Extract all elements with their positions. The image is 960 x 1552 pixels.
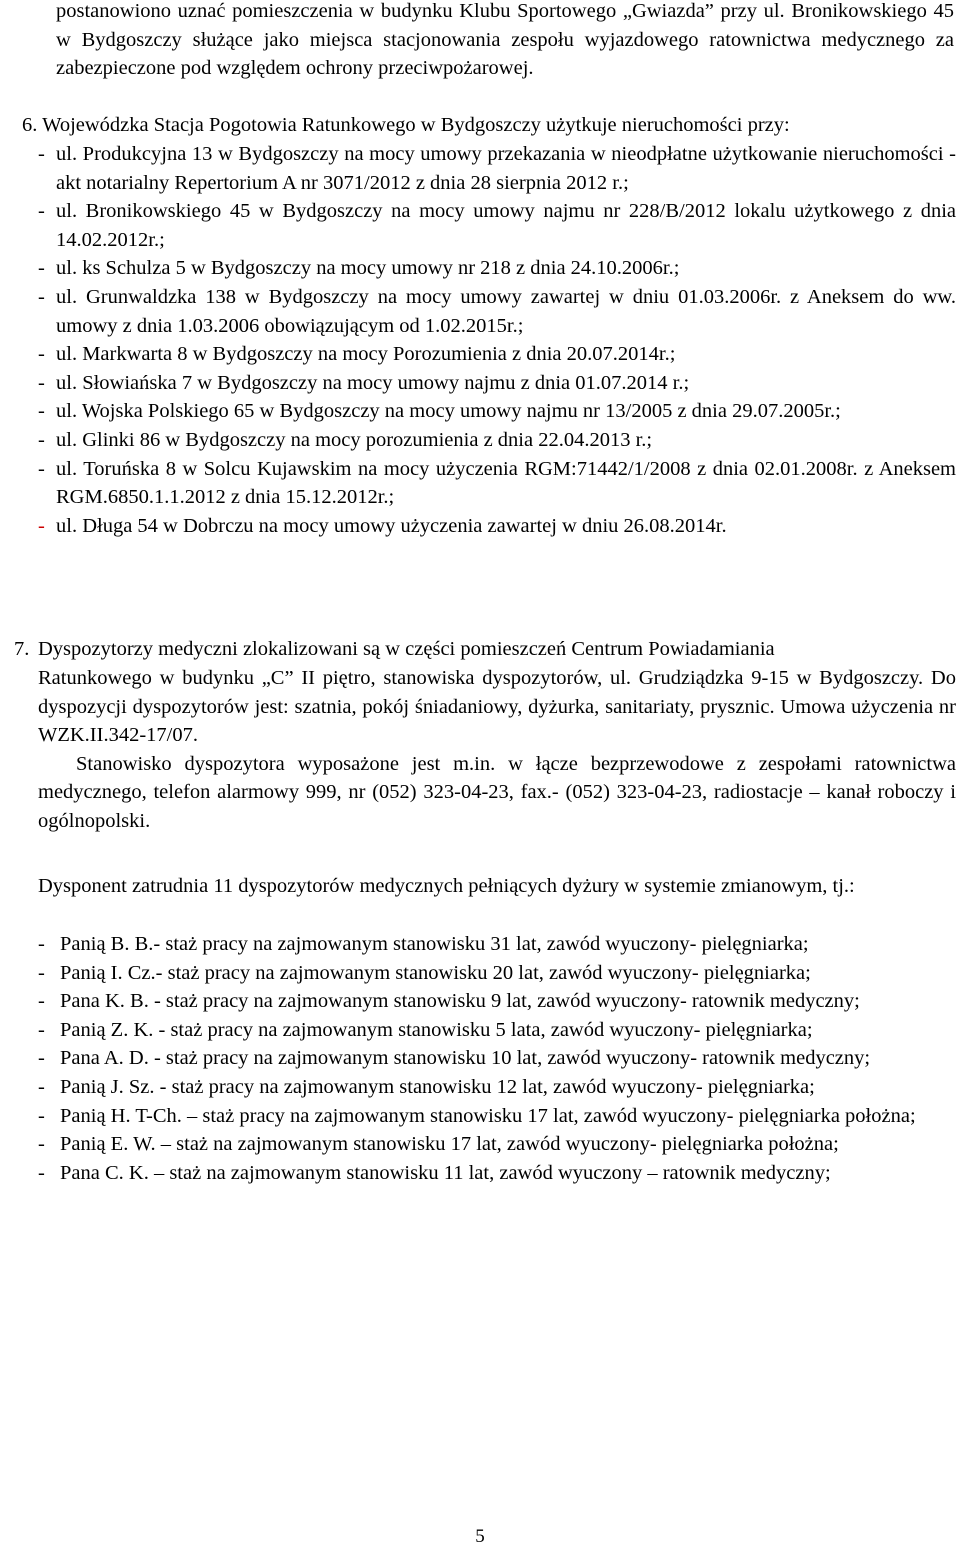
list-item bbox=[38, 197, 956, 254]
list-item-text: ul. Markwarta 8 w Bydgoszczy na mocy Porozumienia z dnia 20.07.2014r.; bbox=[56, 343, 676, 366]
list-dash: - bbox=[38, 1133, 45, 1156]
list-dash: - bbox=[38, 285, 45, 308]
list-dash: - bbox=[38, 990, 45, 1013]
list-item bbox=[38, 455, 956, 512]
list-item bbox=[38, 1073, 956, 1102]
list-dash: - bbox=[38, 457, 45, 480]
staff-text: Panią E. W. – staż na zajmowanym stanowisku 17 lat, zawód wyuczony- pielęgniarka położna; bbox=[60, 1133, 839, 1156]
list-dash: - bbox=[38, 1018, 45, 1041]
list-dash: - bbox=[38, 371, 45, 394]
staff-text: Panią H. T-Ch. – staż pracy na zajmowanym stanowisku 17 lat, zawód wyuczony- pielęgniarka położna; bbox=[60, 1104, 916, 1127]
list-item bbox=[38, 1044, 956, 1073]
list-item bbox=[38, 1130, 956, 1159]
list-dash: - bbox=[38, 257, 45, 280]
staff-text: Pana C. K. – staż na zajmowanym stanowisku 11 lat, zawód wyuczony – ratownik medyczny; bbox=[60, 1161, 831, 1184]
list-item-text: ul. Bronikowskiego 45 w Bydgoszczy na mocy umowy najmu nr 228/B/2012 lokalu użytkowego z dnia 14.02.2012r.; bbox=[56, 200, 956, 251]
list-dash: - bbox=[38, 961, 45, 984]
list-item-text: ul. Długa 54 w Dobrczu na mocy umowy użyczenia zawartej w dniu 26.08.2014r. bbox=[56, 514, 727, 537]
list-item-text: ul. ks Schulza 5 w Bydgoszczy na mocy umowy nr 218 z dnia 24.10.2006r.; bbox=[56, 257, 680, 280]
list-dash: - bbox=[38, 1161, 45, 1184]
section-7-first-line-text: Dyspozytorzy medyczni zlokalizowani są w części pomieszczeń Centrum Powiadamiania bbox=[38, 638, 775, 660]
list-item-text: ul. Glinki 86 w Bydgoszczy na mocy porozumienia z dnia 22.04.2013 r.; bbox=[56, 428, 653, 451]
staff-text: Panią I. Cz.- staż pracy na zajmowanym stanowisku 20 lat, zawód wyuczony- pielęgniarka; bbox=[60, 961, 811, 984]
dispatcher-paragraph: Dysponent zatrudnia 11 dyspozytorów medycznych pełniących dyżury w systemie zmianowym, tj.: bbox=[38, 875, 855, 897]
section-7-location: Ratunkowego w budynku „C” II piętro, stanowiska dyspozytorów, ul. Grudziądzka 9-15 w Bydgoszczy. Do dyspozycji dyspozytorów jest: szatnia, pokój śniadaniowy, dyżurka, sanitariaty, prysznic. Umowa użyczenia nr WZK.II.342-17/07. bbox=[38, 667, 956, 747]
list-item-text: ul. Grunwaldzka 138 w Bydgoszczy na mocy umowy zawartej w dniu 01.03.2006r. z Aneksem do ww. umowy z dnia 1.03.2006 obowiązującym od 1.02.2015r.; bbox=[56, 285, 956, 337]
list-dash: - bbox=[38, 933, 45, 955]
staff-text: Panią B. B.- staż pracy na zajmowanym stanowisku 31 lat, zawód wyuczony- pielęgniarka; bbox=[60, 933, 809, 955]
section-7-body bbox=[38, 664, 956, 836]
list-item bbox=[38, 959, 956, 988]
list-dash: - bbox=[38, 1104, 45, 1127]
list-item bbox=[38, 1102, 956, 1131]
section-7-number: 7. bbox=[14, 638, 30, 660]
list-item-text: ul. Produkcyjna 13 w Bydgoszczy na mocy umowy przekazania w nieodpłatne użytkowanie nieruchomości - akt notarialny Repertorium A nr 3071/2012 z dnia 28 sierpnia 2012 r.; bbox=[56, 143, 956, 194]
section-6-heading: 6. Wojewódzka Stacja Pogotowia Ratunkowego w Bydgoszczy użytkuje nieruchomości przy: bbox=[22, 114, 790, 136]
list-item bbox=[38, 140, 956, 197]
list-dash: - bbox=[38, 343, 45, 366]
intro-paragraph: postanowiono uznać pomieszczenia w budynku Klubu Sportowego „Gwiazda” przy ul. Bronikowskiego 45 w Bydgoszczy służące jako miejsca stacjonowania zespołu wyjazdowego ratownictwa medycznego za zabezpieczone pod względem ochrony przeciwpożarowej. bbox=[56, 0, 954, 80]
list-item bbox=[38, 1016, 956, 1045]
list-dash: - bbox=[38, 428, 45, 451]
list-item bbox=[38, 254, 956, 283]
staff-text: Pana A. D. - staż pracy na zajmowanym stanowisku 10 lat, zawód wyuczony- ratownik medyczny; bbox=[60, 1047, 871, 1070]
list-dash-red: - bbox=[38, 514, 45, 537]
list-item bbox=[38, 397, 956, 426]
list-item bbox=[38, 512, 956, 541]
list-dash: - bbox=[38, 200, 45, 223]
list-dash: - bbox=[38, 143, 45, 165]
list-item bbox=[38, 369, 956, 398]
list-dash: - bbox=[38, 1075, 45, 1098]
list-item-text: ul. Wojska Polskiego 65 w Bydgoszczy na mocy umowy najmu nr 13/2005 z dnia 29.07.2005r.; bbox=[56, 400, 841, 423]
staff-list bbox=[38, 930, 956, 1187]
list-item-text: ul. Toruńska 8 w Solcu Kujawskim na mocy użyczenia RGM:71442/1/2008 z dnia 02.01.2008r. z Aneksem RGM.6850.1.1.2012 z dnia 15.12.2012r.; bbox=[56, 457, 956, 509]
property-list bbox=[38, 140, 956, 540]
list-item bbox=[38, 987, 956, 1016]
staff-text: Pana K. B. - staż pracy na zajmowanym stanowisku 9 lat, zawód wyuczony- ratownik medyczny; bbox=[60, 990, 860, 1013]
list-item bbox=[38, 283, 956, 340]
staff-text: Panią J. Sz. - staż pracy na zajmowanym stanowisku 12 lat, zawód wyuczony- pielęgniarka; bbox=[60, 1075, 815, 1098]
list-item bbox=[38, 1159, 956, 1188]
section-7-equipment: Stanowisko dyspozytora wyposażone jest m.in. w łącze bezprzewodowe z zespołami ratownictwa medycznego, telefon alarmowy 999, nr (052) 323-04-23, fax.- (052) 323-04-23, radiostacje – kanał roboczy i ogólnopolski. bbox=[38, 752, 956, 832]
list-item bbox=[38, 426, 956, 455]
list-dash: - bbox=[38, 400, 45, 423]
list-item-text: ul. Słowiańska 7 w Bydgoszczy na mocy umowy najmu z dnia 01.07.2014 r.; bbox=[56, 371, 690, 394]
section-7-first-line bbox=[14, 635, 958, 664]
list-dash: - bbox=[38, 1047, 45, 1070]
list-item bbox=[38, 340, 956, 369]
page-number: 5 bbox=[475, 1526, 485, 1547]
list-item bbox=[38, 930, 956, 959]
staff-text: Panią Z. K. - staż pracy na zajmowanym stanowisku 5 lata, zawód wyuczony- pielęgniarka; bbox=[60, 1018, 813, 1041]
